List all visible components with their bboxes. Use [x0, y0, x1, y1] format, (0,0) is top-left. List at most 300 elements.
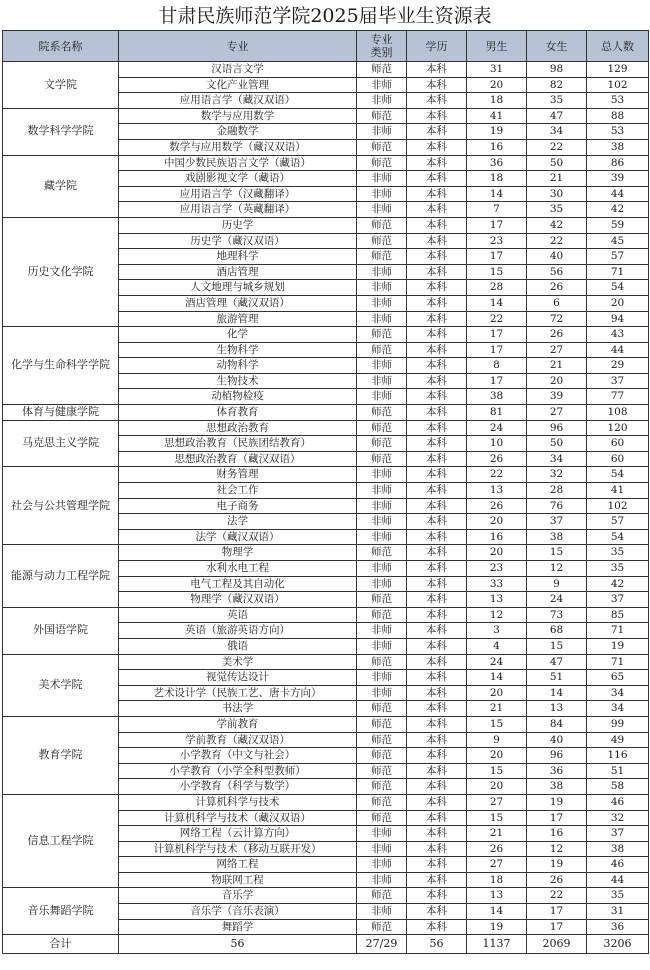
female-cell: 73 — [527, 607, 587, 623]
total-cell: 35 — [587, 888, 649, 904]
female-cell: 15 — [527, 545, 587, 561]
table-row — [3, 654, 649, 670]
male-cell: 17 — [467, 217, 527, 233]
table-row — [3, 716, 649, 732]
female-cell: 21 — [527, 358, 587, 374]
category-cell: 师范 — [357, 716, 407, 732]
category-cell: 非师 — [357, 623, 407, 639]
male-cell: 20 — [467, 77, 527, 93]
degree-cell: 本科 — [407, 841, 467, 857]
major-cell: 中国少数民族语言文学（藏语） — [119, 155, 357, 171]
category-cell: 非师 — [357, 186, 407, 202]
category-cell: 非师 — [357, 202, 407, 218]
college-name-cell: 文学院 — [3, 62, 119, 109]
total-cell: 57 — [587, 514, 649, 530]
total-cell: 54 — [587, 529, 649, 545]
college-name-cell: 历史文化学院 — [3, 217, 119, 326]
category-cell: 非师 — [357, 77, 407, 93]
major-cell: 生物技术 — [119, 373, 357, 389]
category-cell: 师范 — [357, 451, 407, 467]
male-cell: 16 — [467, 139, 527, 155]
degree-cell: 本科 — [407, 529, 467, 545]
total-cell: 94 — [587, 311, 649, 327]
header-female: 女生 — [527, 31, 587, 62]
female-cell: 38 — [527, 529, 587, 545]
major-cell: 化学 — [119, 327, 357, 343]
category-cell: 师范 — [357, 919, 407, 935]
male-cell: 27 — [467, 794, 527, 810]
total-male: 1137 — [467, 935, 527, 954]
total-cell: 37 — [587, 826, 649, 842]
male-cell: 23 — [467, 561, 527, 577]
male-cell: 18 — [467, 93, 527, 109]
female-cell: 20 — [527, 373, 587, 389]
male-cell: 27 — [467, 857, 527, 873]
degree-cell: 本科 — [407, 514, 467, 530]
female-cell: 36 — [527, 763, 587, 779]
major-cell: 物理学 — [119, 545, 357, 561]
category-cell: 师范 — [357, 342, 407, 358]
category-cell: 非师 — [357, 685, 407, 701]
major-cell: 俄语 — [119, 638, 357, 654]
category-cell: 师范 — [357, 607, 407, 623]
male-cell: 10 — [467, 436, 527, 452]
female-cell: 39 — [527, 389, 587, 405]
male-cell: 15 — [467, 763, 527, 779]
male-cell: 36 — [467, 155, 527, 171]
female-cell: 50 — [527, 436, 587, 452]
table-row — [3, 62, 649, 78]
female-cell: 26 — [527, 280, 587, 296]
degree-cell: 本科 — [407, 701, 467, 717]
female-cell: 30 — [527, 186, 587, 202]
female-cell: 27 — [527, 405, 587, 421]
category-cell: 师范 — [357, 545, 407, 561]
degree-cell: 本科 — [407, 202, 467, 218]
male-cell: 20 — [467, 545, 527, 561]
major-cell: 思想政治教育（民族团结教育） — [119, 436, 357, 452]
male-cell: 17 — [467, 327, 527, 343]
male-cell: 26 — [467, 498, 527, 514]
degree-cell: 本科 — [407, 77, 467, 93]
major-cell: 美术学 — [119, 654, 357, 670]
female-cell: 17 — [527, 919, 587, 935]
total-cell: 44 — [587, 342, 649, 358]
degree-cell: 本科 — [407, 904, 467, 920]
female-cell: 26 — [527, 327, 587, 343]
total-cell: 85 — [587, 607, 649, 623]
degree-cell: 本科 — [407, 716, 467, 732]
female-cell: 22 — [527, 888, 587, 904]
male-cell: 20 — [467, 748, 527, 764]
header-major: 专业 — [119, 31, 357, 62]
male-cell: 15 — [467, 810, 527, 826]
degree-cell: 本科 — [407, 217, 467, 233]
category-cell: 师范 — [357, 405, 407, 421]
degree-cell: 本科 — [407, 872, 467, 888]
degree-cell: 本科 — [407, 857, 467, 873]
table-row — [3, 467, 649, 483]
male-cell: 14 — [467, 670, 527, 686]
male-cell: 19 — [467, 919, 527, 935]
category-cell: 师范 — [357, 420, 407, 436]
total-cell: 99 — [587, 716, 649, 732]
female-cell: 40 — [527, 732, 587, 748]
degree-cell: 本科 — [407, 498, 467, 514]
female-cell: 6 — [527, 295, 587, 311]
major-cell: 历史学 — [119, 217, 357, 233]
page-title: 甘肃民族师范学院2025届毕业生资源表 — [158, 5, 492, 27]
major-cell: 社会工作 — [119, 483, 357, 499]
male-cell: 31 — [467, 62, 527, 78]
female-cell: 19 — [527, 857, 587, 873]
female-cell: 96 — [527, 420, 587, 436]
male-cell: 20 — [467, 779, 527, 795]
major-cell: 法学 — [119, 514, 357, 530]
male-cell: 21 — [467, 701, 527, 717]
major-cell: 动物科学 — [119, 358, 357, 374]
category-cell: 非师 — [357, 93, 407, 109]
degree-cell: 本科 — [407, 295, 467, 311]
header-category-label: 专业 类别 — [370, 33, 393, 59]
major-cell: 计算机科学与技术 — [119, 794, 357, 810]
category-cell: 非师 — [357, 295, 407, 311]
category-cell: 师范 — [357, 888, 407, 904]
major-cell: 小学教育（中文与社会） — [119, 748, 357, 764]
total-cell: 129 — [587, 62, 649, 78]
degree-cell: 本科 — [407, 794, 467, 810]
major-cell: 网络工程 — [119, 857, 357, 873]
table-row — [3, 607, 649, 623]
degree-cell: 本科 — [407, 233, 467, 249]
total-label: 合计 — [3, 935, 119, 954]
college-name-cell: 信息工程学院 — [3, 794, 119, 888]
male-cell: 18 — [467, 872, 527, 888]
major-cell: 汉语言文学 — [119, 62, 357, 78]
male-cell: 3 — [467, 623, 527, 639]
degree-cell: 本科 — [407, 763, 467, 779]
male-cell: 26 — [467, 841, 527, 857]
total-cell: 88 — [587, 108, 649, 124]
total-cell: 42 — [587, 576, 649, 592]
table-row — [3, 217, 649, 233]
total-cell: 46 — [587, 794, 649, 810]
category-cell: 非师 — [357, 483, 407, 499]
male-cell: 28 — [467, 280, 527, 296]
major-cell: 酒店管理 — [119, 264, 357, 280]
female-cell: 12 — [527, 561, 587, 577]
degree-cell: 本科 — [407, 139, 467, 155]
female-cell: 27 — [527, 342, 587, 358]
female-cell: 22 — [527, 139, 587, 155]
table-row — [3, 420, 649, 436]
degree-cell: 本科 — [407, 592, 467, 608]
category-cell: 非师 — [357, 638, 407, 654]
category-cell: 师范 — [357, 139, 407, 155]
total-cell: 35 — [587, 561, 649, 577]
major-cell: 艺术设计学（民族工艺、唐卡方向） — [119, 685, 357, 701]
total-cell: 49 — [587, 732, 649, 748]
category-cell: 非师 — [357, 841, 407, 857]
total-cell: 53 — [587, 93, 649, 109]
total-cell: 38 — [587, 139, 649, 155]
degree-cell: 本科 — [407, 327, 467, 343]
category-cell: 师范 — [357, 62, 407, 78]
college-name-cell: 藏学院 — [3, 155, 119, 217]
major-cell: 网络工程（云计算方向） — [119, 826, 357, 842]
degree-cell: 本科 — [407, 171, 467, 187]
category-cell: 非师 — [357, 857, 407, 873]
female-cell: 98 — [527, 62, 587, 78]
male-cell: 18 — [467, 171, 527, 187]
total-cell: 71 — [587, 264, 649, 280]
header-degree: 学历 — [407, 31, 467, 62]
college-name-cell: 教育学院 — [3, 716, 119, 794]
female-cell: 24 — [527, 592, 587, 608]
college-name-cell: 数学科学学院 — [3, 108, 119, 155]
major-cell: 地理科学 — [119, 249, 357, 265]
degree-cell: 本科 — [407, 919, 467, 935]
total-cell: 54 — [587, 280, 649, 296]
total-cell: 60 — [587, 451, 649, 467]
category-cell: 师范 — [357, 592, 407, 608]
degree-cell: 本科 — [407, 358, 467, 374]
major-cell: 学前教育（藏汉双语） — [119, 732, 357, 748]
total-cell: 77 — [587, 389, 649, 405]
category-cell: 非师 — [357, 529, 407, 545]
female-cell: 47 — [527, 654, 587, 670]
degree-cell: 本科 — [407, 155, 467, 171]
category-cell: 非师 — [357, 373, 407, 389]
total-cell: 58 — [587, 779, 649, 795]
total-cell: 57 — [587, 249, 649, 265]
major-cell: 数学与应用数学（藏汉双语） — [119, 139, 357, 155]
header-total: 总人数 — [587, 31, 649, 62]
major-cell: 思想政治教育 — [119, 420, 357, 436]
header-college: 院系名称 — [3, 31, 119, 62]
major-cell: 电子商务 — [119, 498, 357, 514]
category-cell: 师范 — [357, 233, 407, 249]
degree-cell: 本科 — [407, 654, 467, 670]
female-cell: 32 — [527, 467, 587, 483]
major-cell: 生物科学 — [119, 342, 357, 358]
female-cell: 35 — [527, 202, 587, 218]
female-cell: 47 — [527, 108, 587, 124]
total-cell: 86 — [587, 155, 649, 171]
total-female: 2069 — [527, 935, 587, 954]
female-cell: 38 — [527, 779, 587, 795]
female-cell: 22 — [527, 233, 587, 249]
major-cell: 历史学（藏汉双语） — [119, 233, 357, 249]
degree-cell: 本科 — [407, 108, 467, 124]
degree-cell: 本科 — [407, 779, 467, 795]
male-cell: 15 — [467, 716, 527, 732]
category-cell: 非师 — [357, 576, 407, 592]
male-cell: 14 — [467, 904, 527, 920]
male-cell: 14 — [467, 295, 527, 311]
male-cell: 8 — [467, 358, 527, 374]
category-cell: 非师 — [357, 670, 407, 686]
female-cell: 17 — [527, 810, 587, 826]
category-cell: 非师 — [357, 498, 407, 514]
degree-cell: 本科 — [407, 93, 467, 109]
male-cell: 9 — [467, 732, 527, 748]
major-cell: 小学教育（小学全科型教师） — [119, 763, 357, 779]
degree-cell: 本科 — [407, 280, 467, 296]
total-cell: 37 — [587, 592, 649, 608]
major-cell: 电气工程及其自动化 — [119, 576, 357, 592]
category-cell: 师范 — [357, 249, 407, 265]
major-cell: 英语 — [119, 607, 357, 623]
female-cell: 34 — [527, 124, 587, 140]
college-name-cell: 音乐舞蹈学院 — [3, 888, 119, 935]
major-cell: 应用语言学（藏汉双语） — [119, 93, 357, 109]
major-cell: 思想政治教育（藏汉双语） — [119, 451, 357, 467]
female-cell: 42 — [527, 217, 587, 233]
major-cell: 财务管理 — [119, 467, 357, 483]
degree-cell: 本科 — [407, 576, 467, 592]
female-cell: 21 — [527, 171, 587, 187]
degree-cell: 本科 — [407, 888, 467, 904]
male-cell: 81 — [467, 405, 527, 421]
major-cell: 舞蹈学 — [119, 919, 357, 935]
female-cell: 84 — [527, 716, 587, 732]
category-cell: 非师 — [357, 514, 407, 530]
college-name-cell: 社会与公共管理学院 — [3, 467, 119, 545]
degree-cell: 本科 — [407, 405, 467, 421]
total-cell: 60 — [587, 436, 649, 452]
total-cell: 102 — [587, 77, 649, 93]
degree-cell: 本科 — [407, 451, 467, 467]
table-row — [3, 108, 649, 124]
degree-cell: 本科 — [407, 623, 467, 639]
category-cell: 非师 — [357, 826, 407, 842]
male-cell: 4 — [467, 638, 527, 654]
degree-cell: 本科 — [407, 311, 467, 327]
total-cell: 44 — [587, 186, 649, 202]
male-cell: 23 — [467, 233, 527, 249]
female-cell: 15 — [527, 638, 587, 654]
female-cell: 76 — [527, 498, 587, 514]
female-cell: 35 — [527, 93, 587, 109]
category-cell: 师范 — [357, 748, 407, 764]
total-cell: 37 — [587, 373, 649, 389]
header-row — [3, 31, 649, 62]
total-cell: 36 — [587, 919, 649, 935]
male-cell: 20 — [467, 514, 527, 530]
degree-cell: 本科 — [407, 561, 467, 577]
category-cell: 师范 — [357, 436, 407, 452]
total-cell: 34 — [587, 701, 649, 717]
male-cell: 15 — [467, 264, 527, 280]
major-cell: 应用语言学（英藏翻译） — [119, 202, 357, 218]
table-row — [3, 794, 649, 810]
table-row — [3, 405, 649, 421]
category-cell: 非师 — [357, 904, 407, 920]
male-cell: 26 — [467, 451, 527, 467]
major-cell: 计算机科学与技术（藏汉双语） — [119, 810, 357, 826]
degree-cell: 本科 — [407, 62, 467, 78]
male-cell: 17 — [467, 373, 527, 389]
category-cell: 非师 — [357, 280, 407, 296]
male-cell: 33 — [467, 576, 527, 592]
category-cell: 非师 — [357, 358, 407, 374]
degree-cell: 本科 — [407, 638, 467, 654]
male-cell: 38 — [467, 389, 527, 405]
degree-cell: 本科 — [407, 389, 467, 405]
male-cell: 13 — [467, 483, 527, 499]
male-cell: 22 — [467, 311, 527, 327]
degree-cell: 本科 — [407, 483, 467, 499]
total-cell: 54 — [587, 467, 649, 483]
female-cell: 28 — [527, 483, 587, 499]
degree-cell: 本科 — [407, 342, 467, 358]
total-category: 27/29 — [357, 935, 407, 954]
category-cell: 师范 — [357, 794, 407, 810]
category-cell: 非师 — [357, 389, 407, 405]
male-cell: 19 — [467, 124, 527, 140]
table-row — [3, 545, 649, 561]
major-cell: 旅游管理 — [119, 311, 357, 327]
category-cell: 师范 — [357, 654, 407, 670]
college-name-cell: 能源与动力工程学院 — [3, 545, 119, 607]
category-cell: 非师 — [357, 311, 407, 327]
category-cell: 师范 — [357, 779, 407, 795]
category-cell: 非师 — [357, 264, 407, 280]
total-cell: 46 — [587, 857, 649, 873]
degree-cell: 本科 — [407, 124, 467, 140]
header-male: 男生 — [467, 31, 527, 62]
total-cell: 116 — [587, 748, 649, 764]
major-cell: 数学与应用数学 — [119, 108, 357, 124]
degree-cell: 本科 — [407, 748, 467, 764]
total-cell: 38 — [587, 841, 649, 857]
total-cell: 35 — [587, 545, 649, 561]
total-cell: 41 — [587, 483, 649, 499]
major-cell: 金融数学 — [119, 124, 357, 140]
male-cell: 16 — [467, 529, 527, 545]
female-cell: 82 — [527, 77, 587, 93]
male-cell: 17 — [467, 342, 527, 358]
category-cell: 非师 — [357, 467, 407, 483]
male-cell: 7 — [467, 202, 527, 218]
major-cell: 文化产业管理 — [119, 77, 357, 93]
total-cell: 65 — [587, 670, 649, 686]
total-cell: 71 — [587, 654, 649, 670]
female-cell: 14 — [527, 685, 587, 701]
total-cell: 51 — [587, 763, 649, 779]
total-cell: 20 — [587, 295, 649, 311]
total-cell: 43 — [587, 327, 649, 343]
total-cell: 44 — [587, 872, 649, 888]
female-cell: 19 — [527, 794, 587, 810]
female-cell: 96 — [527, 748, 587, 764]
category-cell: 师范 — [357, 810, 407, 826]
table-body — [3, 62, 649, 935]
major-cell: 酒店管理（藏汉双语） — [119, 295, 357, 311]
male-cell: 24 — [467, 420, 527, 436]
category-cell: 非师 — [357, 124, 407, 140]
category-cell: 师范 — [357, 732, 407, 748]
degree-cell: 本科 — [407, 685, 467, 701]
degree-cell: 本科 — [407, 732, 467, 748]
female-cell: 40 — [527, 249, 587, 265]
major-cell: 英语（旅游英语方向） — [119, 623, 357, 639]
degree-cell: 本科 — [407, 436, 467, 452]
category-cell: 师范 — [357, 327, 407, 343]
total-cell: 31 — [587, 904, 649, 920]
total-cell: 34 — [587, 685, 649, 701]
